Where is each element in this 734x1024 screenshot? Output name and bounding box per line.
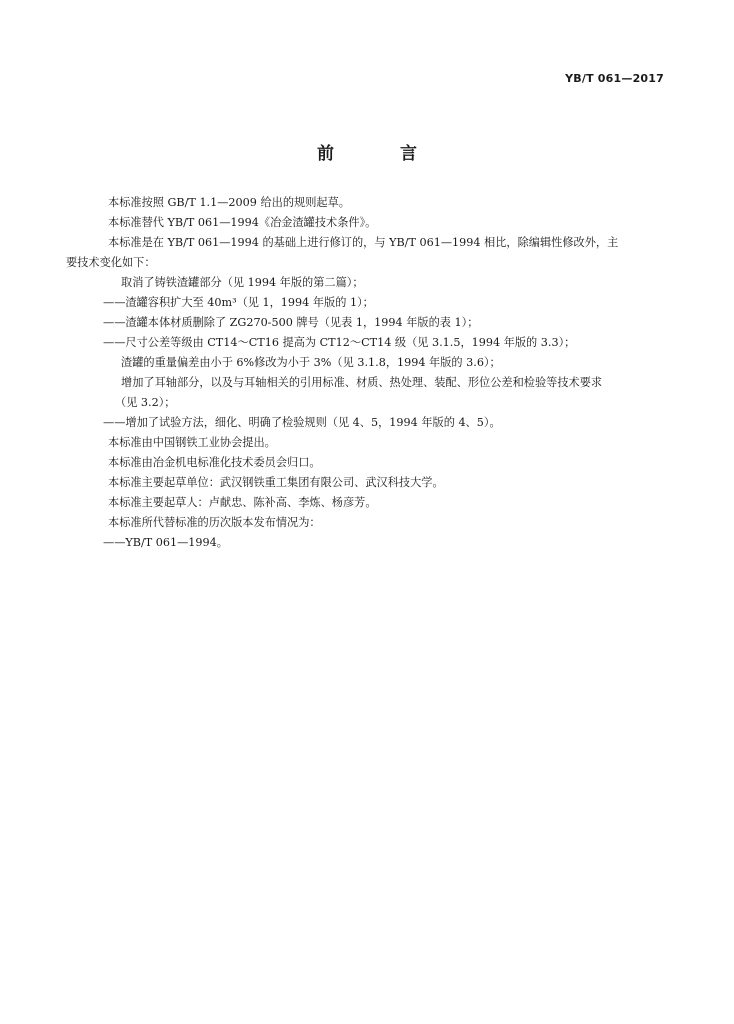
change-item: 取消了铸铁渣罐部分（见 1994 年版的第二篇）； [121,276,364,289]
para-drafting-units: 本标准主要起草单位：武汉钢铁重工集团有限公司、武汉科技大学。 [108,476,444,489]
change-item: ——渣罐容积扩大至 40m³（见 1，1994 年版的 1）； [103,296,374,309]
change-item: 渣罐的重量偏差由小于 6%修改为小于 3%（见 3.1.8，1994 年版的 3.6）； [121,356,501,369]
standard-code: YB/T 061—2017 [565,72,664,85]
change-item: ——尺寸公差等级由 CT14～CT16 提高为 CT12～CT14 级（见 3.1.5，1994 年版的 3.3）； [103,336,576,349]
para-replaces: 本标准替代 YB/T 061—1994《冶金渣罐技术条件》。 [108,216,377,229]
change-item: ——增加了试验方法，细化、明确了检验规则（见 4、5，1994 年版的 4、5）。 [103,416,501,429]
para-revision-basis-cont: 要技术变化如下： [66,256,156,269]
history-item: ——YB/T 061—1994。 [103,536,228,549]
para-centralized: 本标准由冶金机电标准化技术委员会归口。 [108,456,321,469]
change-item: ——渣罐本体材质删除了 ZG270-500 牌号（见表 1，1994 年版的表 1）； [103,316,479,329]
para-proposer: 本标准由中国钢铁工业协会提出。 [108,436,276,449]
change-item-cont: （见 3.2）； [115,396,176,409]
para-history-intro: 本标准所代替标准的历次版本发布情况为： [108,516,321,529]
para-drafters: 本标准主要起草人：卢献忠、陈补高、李炼、杨彦芳。 [108,496,377,509]
foreword-body [66,193,662,553]
page-title: 前 言 [317,144,447,164]
para-drafting-rule: 本标准按照 GB/T 1.1—2009 给出的规则起草。 [108,196,350,209]
change-item: 增加了耳轴部分，以及与耳轴相关的引用标准、材质、热处理、装配、形位公差和检验等技术要求 [121,376,603,389]
para-revision-basis: 本标准是在 YB/T 061—1994 的基础上进行修订的，与 YB/T 061—1994 相比，除编辑性修改外，主 [108,236,619,249]
